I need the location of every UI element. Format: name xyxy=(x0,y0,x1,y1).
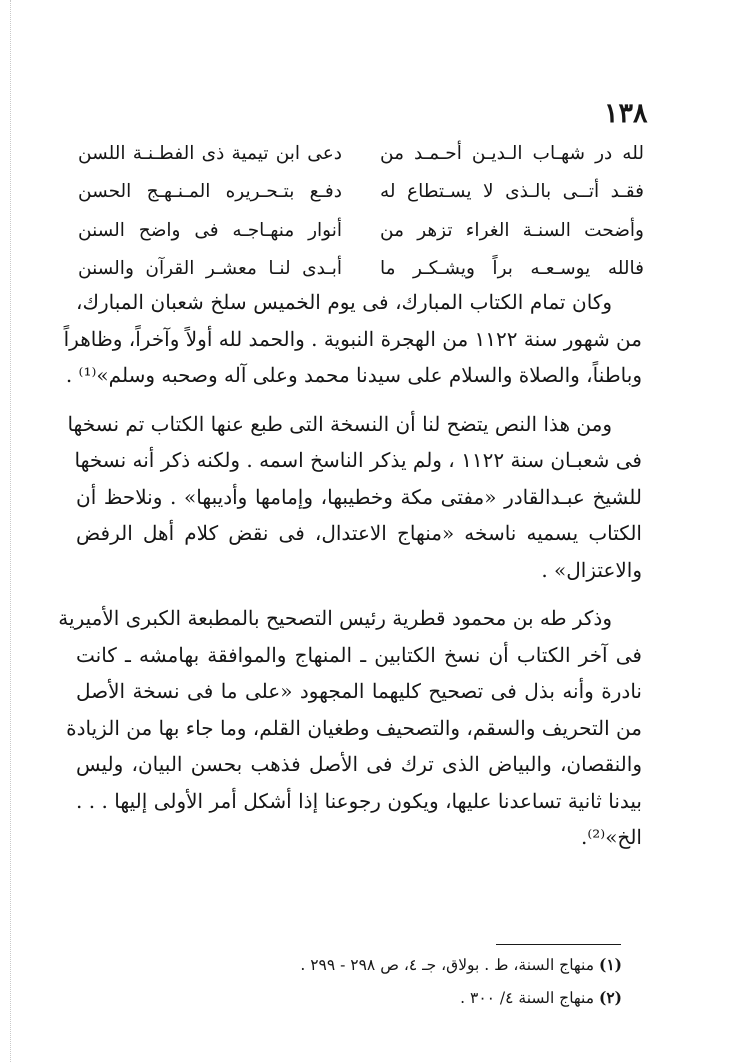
text-line: الخ»⁽²⁾. xyxy=(580,825,642,849)
text-line: والاعتزال» . xyxy=(541,557,642,582)
text-line: والنقصان، والبياض الذى ترك فى الأصل فذهب بحسن البيان، وليس xyxy=(76,752,642,776)
text-line: ومن هذا النص يتضح لنا أن النسخة التى طبع عنها الكتاب تم نسخها xyxy=(67,411,612,436)
verse-first-hemistich: لله در شهـاب الـديـن أحـمـد من xyxy=(380,142,644,164)
text-line: من شهور سنة ١١٢٢ من الهجرة النبوية . والحمد لله أولاً وآخراً، وظاهراً xyxy=(63,326,642,351)
paragraph-colophon xyxy=(63,284,642,394)
footnote xyxy=(120,948,622,981)
verse-second-hemistich: أنوار منهـاجـه فى واضح السنن xyxy=(78,219,342,241)
footnote-number: (١) xyxy=(598,955,622,974)
text-line: بيدنا ثانية تساعدنا عليها، ويكون رجوعنا إذا أشكل أمر الأولى إليها . . . xyxy=(76,788,642,813)
text-line: من التحريف والسقم، والتصحيف وطغيان القلم، وما جاء بها من الزيادة xyxy=(66,715,642,740)
verse-first-hemistich: فقـد أتــى بالـذى لا يسـتطاع له xyxy=(380,181,644,203)
poem-verse xyxy=(78,134,644,173)
verse-first-hemistich: فالله يوسـعـه براً ويشـكـر ما xyxy=(380,258,644,280)
page-number: ١٣٨ xyxy=(604,98,648,129)
body-text xyxy=(58,284,642,856)
verse-second-hemistich: دفـع بتـحـريره المـنـهـج الحسن xyxy=(78,181,342,203)
poem-verse xyxy=(78,211,644,250)
text-line: فى آخر الكتاب أن نسخ الكتابين ـ المنهاج والموافقة بهامشه ـ كانت xyxy=(76,642,642,667)
verse-second-hemistich: دعى ابن تيمية ذى الفطـنـة اللسن xyxy=(78,142,342,164)
poem-block xyxy=(78,134,644,288)
footnote-divider xyxy=(496,944,621,945)
poem-verse xyxy=(78,173,644,212)
footnotes xyxy=(120,948,622,1014)
footnote xyxy=(120,981,622,1014)
text-line: للشيخ عبـدالقادر «مفتى مكة وخطيبها، وإمامها وأديبها» . ونلاحظ أن xyxy=(76,484,642,509)
footnote-text: منهاج السنة، ط . بولاق، جـ ٤، ص ٢٩٨ - ٢٩٩ . xyxy=(300,956,595,974)
paragraph-proofreader xyxy=(58,600,642,856)
verse-second-hemistich: أبـدى لنـا معشـر القرآن والسنن xyxy=(78,258,342,280)
footnote-number: (٢) xyxy=(598,988,622,1007)
text-line: وباطناً، والصلاة والسلام على سيدنا محمد وعلى آله وصحبه وسلم»⁽¹⁾ . xyxy=(65,363,642,387)
text-line: فى شعبـان سنة ١١٢٢ ، ولم يذكر الناسخ اسمه . ولكنه ذكر أنه نسخها xyxy=(74,448,642,472)
text-line: وذكر طه بن محمود قطرية رئيس التصحيح بالمطبعة الكبرى الأميرية xyxy=(58,606,612,630)
scan-edge xyxy=(0,0,11,1062)
poem-verse xyxy=(78,250,644,289)
paragraph-copyist xyxy=(67,406,642,589)
footnote-text: منهاج السنة ٤/ ٣٠٠ . xyxy=(460,989,595,1007)
text-line: الكتاب يسميه ناسخه «منهاج الاعتدال، فى نقض كلام أهل الرفض xyxy=(76,521,642,545)
verse-first-hemistich: وأضحت السنـة الغراء تزهر من xyxy=(380,219,644,241)
text-line: نادرة وأنه بذل فى تصحيح كليهما المجهود «على ما فى نسخة الأصل xyxy=(76,679,642,703)
text-line: وكان تمام الكتاب المبارك، فى يوم الخميس سلخ شعبان المبارك، xyxy=(76,290,612,314)
